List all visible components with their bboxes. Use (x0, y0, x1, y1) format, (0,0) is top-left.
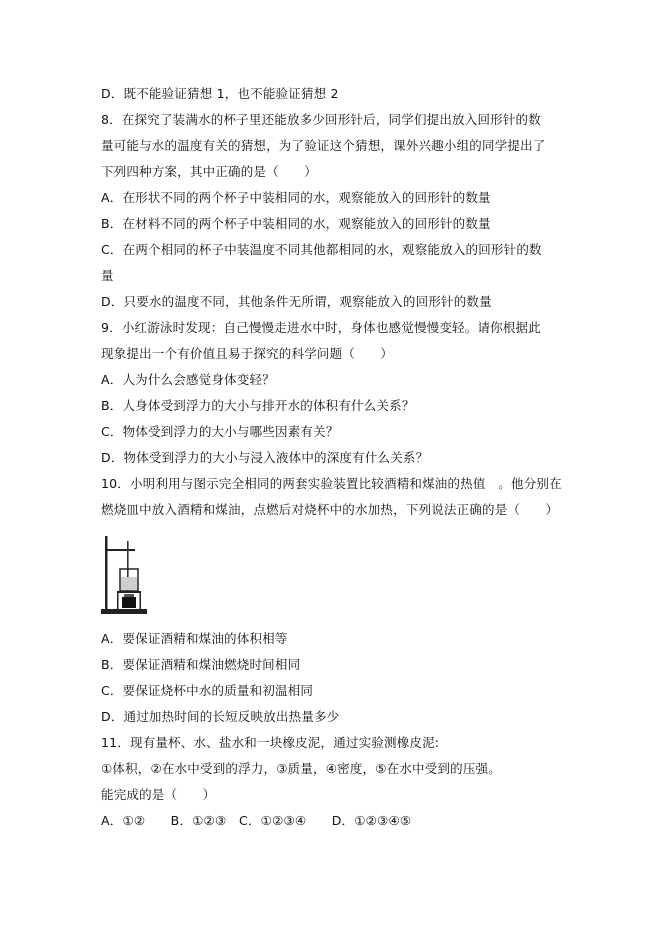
q9-option-a: A．人为什么会感觉身体变轻？ (101, 372, 275, 387)
q9-option-c: C．物体受到浮力的大小与哪些因素有关？ (101, 424, 339, 439)
q8-option-a: A．在形状不同的两个杯子中装相同的水，观察能放入的回形针的数量 (101, 190, 491, 205)
q10-option-b: B．要保证酒精和煤油燃烧时间相同 (101, 657, 301, 672)
q10-option-d: D．通过加热时间的长短反映放出热量多少 (101, 709, 340, 724)
q8-stem-line1: 8．在探究了装满水的杯子里还能放多少回形针后，同学们提出放入回形针的数 (101, 112, 541, 127)
q9-option-d: D．物体受到浮力的大小与浸入液体中的深度有什么关系？ (101, 450, 429, 465)
q11-stem-line2: ①体积，②在水中受到的浮力，③质量，④密度，⑤在水中受到的压强。 (101, 761, 501, 776)
q8-stem-line2: 量可能与水的温度有关的猜想，为了验证这个猜想，课外兴趣小组的同学提出了 (101, 138, 546, 153)
q10-option-a: A．要保证酒精和煤油的体积相等 (101, 631, 288, 646)
heating-apparatus-icon (100, 533, 148, 615)
q11-stem-line3: 能完成的是（ ） (101, 787, 216, 802)
q9-option-b: B．人身体受到浮力的大小与排开水的体积有什么关系？ (101, 398, 415, 413)
q10-stem-line2: 燃烧皿中放入酒精和煤油，点燃后对烧杯中的水加热，下列说法正确的是（ ） (101, 502, 559, 517)
q11-stem-line1: 11．现有量杯、水、盐水和一块橡皮泥，通过实验测橡皮泥: (101, 735, 440, 750)
q8-option-d: D．只要水的温度不同，其他条件无所谓，观察能放入的回形针的数量 (101, 294, 492, 309)
q8-option-c-line1: C．在两个相同的杯子中装温度不同其他都相同的水，观察能放入的回形针的数 (101, 242, 542, 257)
q8-option-c-line2: 量 (101, 268, 114, 283)
q10-stem-line1: 10．小明利用与图示完全相同的两套实验装置比较酒精和煤油的热值 。他分别在 (101, 476, 562, 491)
q8-option-b: B．在材料不同的两个杯子中装相同的水，观察能放入的回形针的数量 (101, 216, 491, 231)
q11-options: A．①② B．①②③ C．①②③④ D．①②③④⑤ (101, 813, 412, 828)
q7-option-d: D．既不能验证猜想 1，也不能验证猜想 2 (101, 86, 339, 101)
q9-stem-line2: 现象提出一个有价值且易于探究的科学问题（ ） (101, 346, 394, 361)
q9-stem-line1: 9．小红游泳时发现：自己慢慢走进水中时，身体也感觉慢慢变轻。请你根据此 (101, 320, 541, 335)
q8-stem-line3: 下列四种方案，其中正确的是（ ） (101, 164, 317, 179)
q10-option-c: C．要保证烧杯中水的质量和初温相同 (101, 683, 314, 698)
